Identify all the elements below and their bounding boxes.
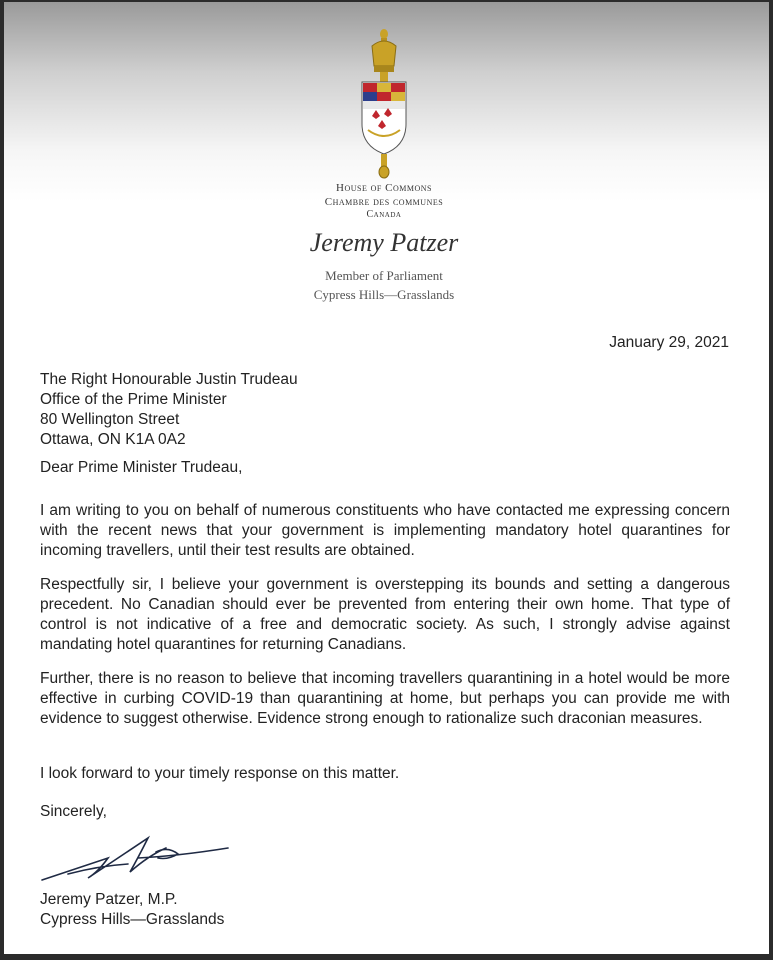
closing: Sincerely,	[40, 803, 107, 820]
letterhead-mp-name: Jeremy Patzer	[309, 228, 459, 257]
handwritten-signature	[38, 828, 238, 892]
body-paragraph: Further, there is no reason to believe that incoming travellers quarantining in a hotel would be more effective in curbing COVID-19 than quarantining at home, but perhaps you can provide me with evidence to suggest otherwise. Evidence strong enough to rationalize such draconian measures.	[40, 670, 730, 727]
signer-riding: Cypress Hills—Grasslands	[40, 911, 225, 928]
salutation: Dear Prime Minister Trudeau,	[40, 459, 243, 476]
org-name-english: House of Commons	[336, 182, 432, 194]
letterhead-mp-title: Member of Parliament	[325, 268, 443, 283]
signer-name: Jeremy Patzer, M.P.	[40, 891, 178, 908]
house-of-commons-crest-icon	[354, 26, 414, 182]
letter-date: January 29, 2021	[609, 334, 729, 351]
body-paragraph: I look forward to your timely response on this matter.	[40, 765, 400, 782]
letter-page	[4, 2, 769, 954]
body-paragraph: Respectfully sir, I believe your government is overstepping its bounds and setting a dangerous precedent. No Canadian should ever be prevented from entering their own home. That type of control is not indicative of a free and democratic society. As such, I strongly advise against mandating hotel quarantines for returning Canadians.	[40, 576, 730, 653]
recipient-line: Office of the Prime Minister	[40, 391, 227, 408]
recipient-line: 80 Wellington Street	[40, 411, 180, 428]
org-name-french: Chambre des communes	[324, 196, 444, 208]
signature-block	[40, 890, 224, 930]
letterhead-riding: Cypress Hills—Grasslands	[313, 287, 455, 302]
body-paragraph: I am writing to you on behalf of numerous constituents who have contacted me expressing concern with the recent news that your government is implementing mandatory hotel quarantines for incoming travellers, until their test results are obtained.	[40, 502, 730, 559]
recipient-line: The Right Honourable Justin Trudeau	[40, 371, 298, 388]
recipient-address	[40, 370, 298, 450]
recipient-line: Ottawa, ON K1A 0A2	[40, 431, 186, 448]
org-country: Canada	[366, 209, 402, 220]
